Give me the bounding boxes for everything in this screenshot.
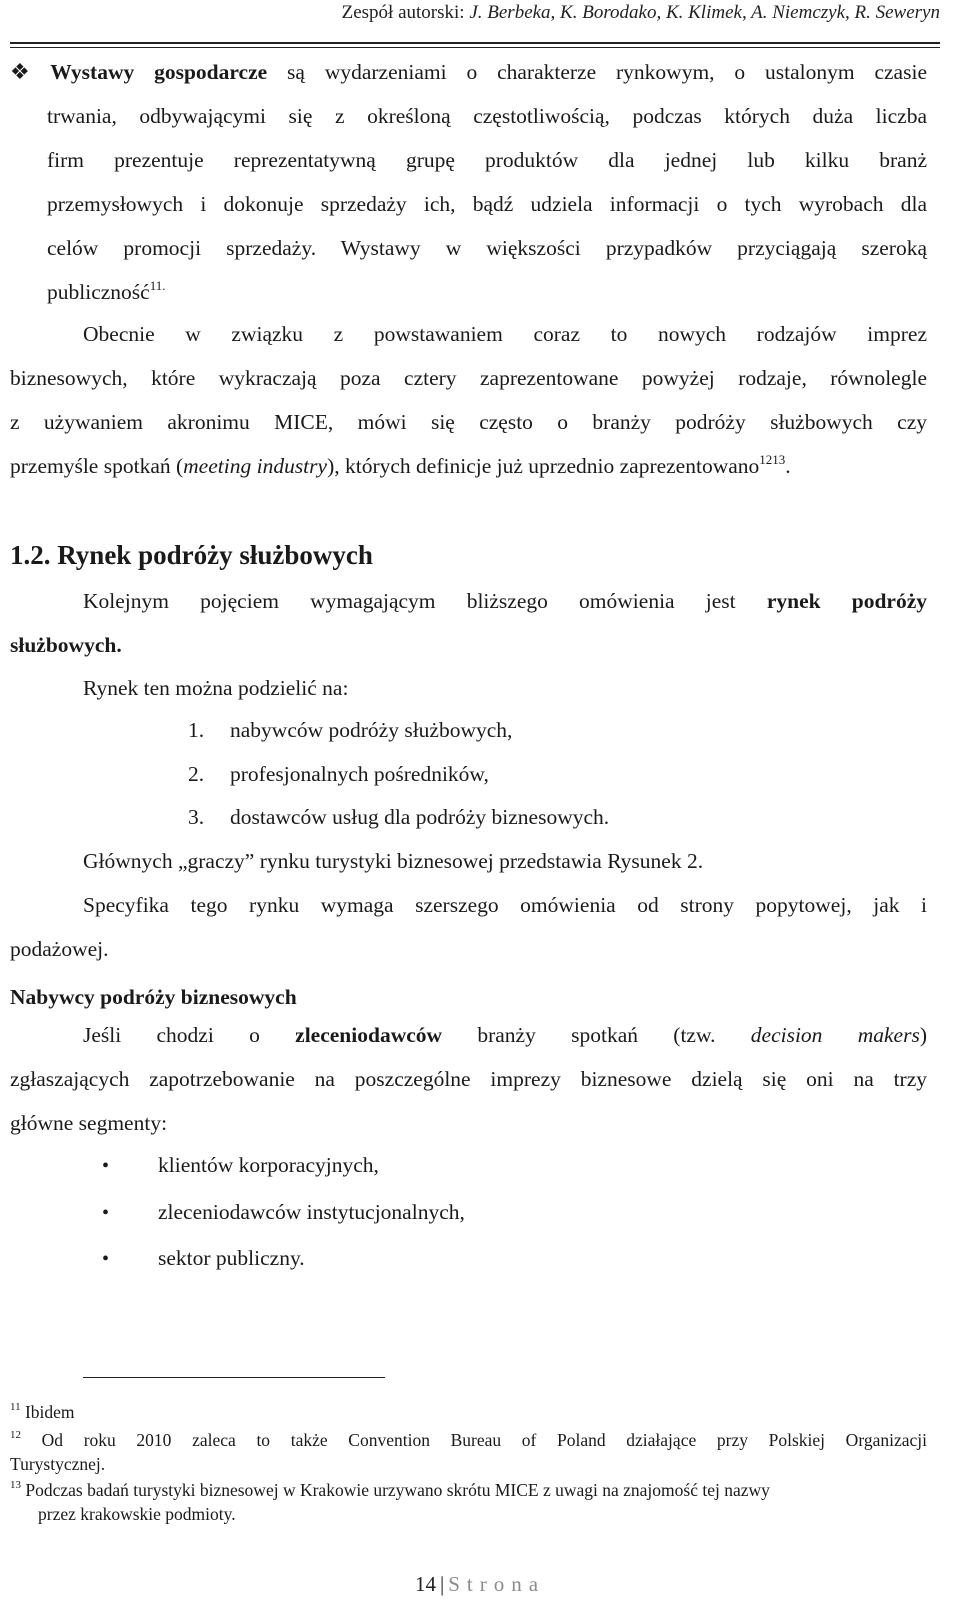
header-rule-thick <box>10 42 940 44</box>
buyers-paragraph-first-line: Jeśli chodzi o zleceniodawców branży spotkań (tzw. decision makers) <box>83 1023 927 1047</box>
buyers-subheading: Nabywcy podróży biznesowych <box>10 985 297 1009</box>
bullet-dot-icon: • <box>102 1155 110 1177</box>
header-prefix: Zespół autorski: <box>341 2 465 23</box>
footnote-ref-12-13: 1213 <box>759 452 786 467</box>
footnote-13: $^{13}$ Podczas badań turystyki biznesowej w Krakowie urzywano skrótu MICE z uwagi na znajomość tej nazwy przez krakowskie podmioty. <box>10 1479 770 1524</box>
specifics-paragraph-rest: podażowej. <box>10 937 109 961</box>
footnote-11: $^{11}$ Ibidem <box>10 1401 75 1422</box>
buyer-segments-list <box>102 1143 465 1283</box>
list-item: • klientów korporacyjnych, <box>102 1143 465 1190</box>
page-number: 14 <box>414 1572 436 1596</box>
division-intro: Rynek ten można podzielić na: <box>83 676 349 700</box>
page-footer: 14 | Strona <box>414 1572 546 1596</box>
diamond-bullet-icon: ❖ <box>10 59 45 84</box>
list-item: • zleceniodawców instytucjonalnych, <box>102 1190 465 1237</box>
meeting-industry-term: meeting industry <box>183 454 328 478</box>
specifics-paragraph-first-line: Specyfika tego rynku wymaga szerszego omówienia od strony popytowej, jak i <box>83 893 927 917</box>
mice-paragraph: biznesowych, które wykraczają poza cztery zaprezentowane powyżej rodzaje, równolegle z używaniem akronimu MICE, mówi się często o branży podróży służbowych czy przemyśle spotkań (meeting industry), których definicje już uprzednio zaprezentowano$^{1213}$. <box>10 366 927 478</box>
players-sentence: Głównych „graczy” rynku turystyki biznesowej przedstawia Rysunek 2. <box>83 849 704 873</box>
bullet-dot-icon: • <box>102 1248 110 1270</box>
list-item: 3. dostawców usług dla podróży biznesowych. <box>188 805 610 829</box>
exhibitions-definition-body: trwania, odbywającymi się z określoną częstotliwością, podczas których duża liczba firm prezentuje reprezentatywną grupę produktów dla jednej lub kilku branż przemysłowych i dokonuje sprzedaży ich, bądź udziela informacji o tych wyrobach dla celów promocji sprzedaży. Wystawy w większości przypadków przyciągają szeroką publiczność$^{11.}$ <box>47 104 927 304</box>
header-rule-thin <box>10 47 940 48</box>
buyers-paragraph-rest: zgłaszających zapotrzebowanie na poszczególne imprezy biznesowe dzielą się oni na trzy główne segmenty: <box>10 1067 927 1135</box>
bullet-dot-icon: • <box>102 1201 110 1224</box>
exhibitions-term: Wystawy gospodarcze <box>50 60 268 84</box>
header-authors: J. Berbeka, K. Borodako, K. Klimek, A. Niemczyk, R. Seweryn <box>469 2 940 23</box>
exhibitions-definition: ❖ Wystawy gospodarcze są wydarzeniami o charakterze rynkowym, o ustalonym czasie <box>10 59 927 84</box>
section-heading: 1.2. Rynek podróży służbowych <box>10 540 373 570</box>
list-item: • sektor publiczny. <box>102 1236 465 1283</box>
list-item: 2. profesjonalnych pośredników, <box>188 761 489 786</box>
footnote-ref-11: 11. <box>149 278 166 293</box>
mice-paragraph-first-line: Obecnie w związku z powstawaniem coraz to nowych rodzajów imprez <box>83 322 927 346</box>
footnote-12: $^{12}$ Od roku 2010 zaleca to także Convention Bureau of Poland działające przy Polskiej Organizacji Turystycznej. <box>10 1429 927 1474</box>
page-label: Strona <box>448 1572 546 1596</box>
running-header <box>0 2 940 24</box>
market-paragraph-first-line: Kolejnym pojęciem wymagającym bliższego omówienia jest rynek podróży <box>83 589 927 613</box>
market-segments-list <box>188 709 609 840</box>
market-paragraph-rest: służbowych. <box>10 633 122 657</box>
footnote-separator <box>83 1377 385 1378</box>
list-item: 1. nabywców podróży służbowych, <box>188 718 513 742</box>
